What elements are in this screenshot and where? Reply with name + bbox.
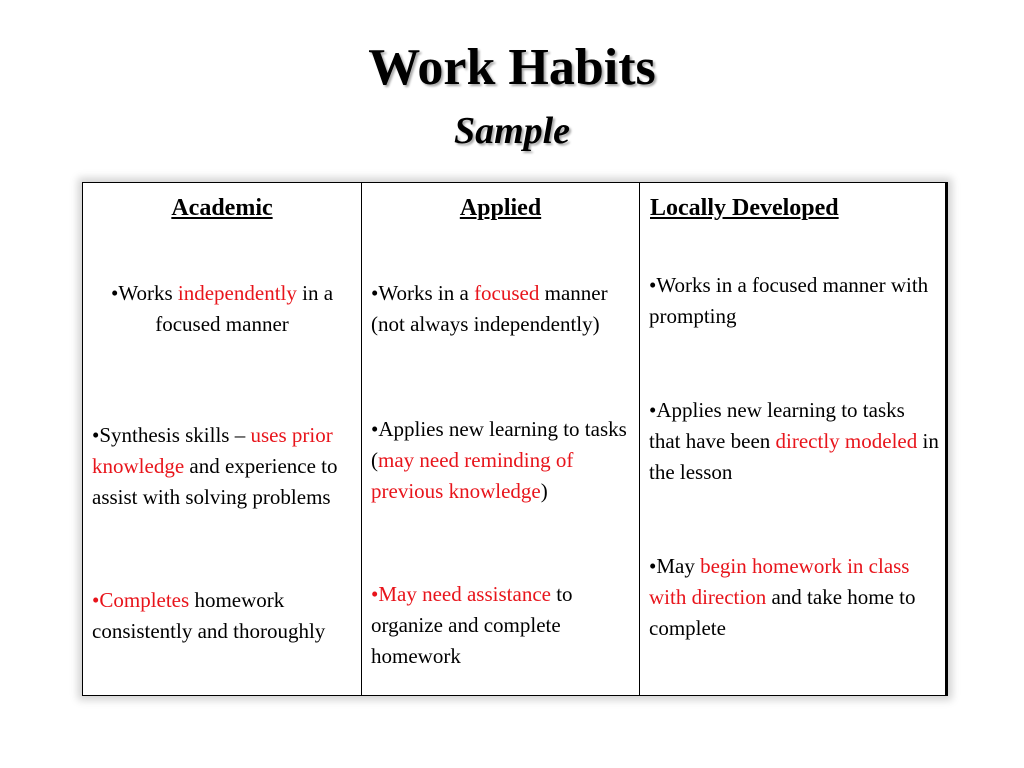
item-text: manner (not always independently): [371, 281, 608, 336]
list-item: [649, 395, 941, 488]
highlighted-text: may need reminding of previous knowledge: [371, 448, 574, 503]
list-item: [649, 270, 941, 332]
highlighted-text: •Completes: [92, 588, 190, 612]
list-item: [89, 278, 355, 340]
item-text: to organize and complete homework: [371, 582, 573, 668]
column-applied: [362, 183, 640, 695]
item-text: homework consistently and thoroughly: [92, 588, 326, 643]
slide-title: Work Habits: [368, 39, 656, 96]
slide-subtitle: Sample: [453, 110, 571, 152]
highlighted-text: uses prior knowledge: [92, 423, 333, 478]
item-text: in a focused manner: [155, 281, 334, 336]
column-heading: Applied: [459, 195, 542, 221]
list-item: [92, 420, 358, 513]
column-academic: [83, 183, 362, 695]
list-item: [371, 579, 633, 672]
item-text: •Works in a focused manner with prompting: [649, 273, 929, 328]
highlighted-text: focused: [474, 281, 540, 305]
column-heading: Academic: [171, 195, 273, 221]
list-item: [649, 551, 941, 644]
list-item: [92, 585, 358, 647]
item-text: •Works: [110, 281, 178, 305]
column-heading: Locally Developed: [650, 195, 839, 221]
item-text: ): [540, 479, 548, 503]
highlighted-text: begin homework in class with direction: [649, 554, 910, 609]
highlighted-text: •May need assistance: [371, 582, 551, 606]
item-text: •May: [649, 554, 701, 578]
item-text: and take home to complete: [649, 585, 916, 640]
list-item: [371, 414, 633, 507]
work-habits-table: [82, 182, 948, 696]
list-item: [371, 278, 633, 340]
item-text: •Works in a: [371, 281, 475, 305]
highlighted-text: independently: [177, 281, 297, 305]
highlighted-text: directly modeled: [775, 429, 918, 453]
item-text: in the lesson: [649, 429, 939, 484]
item-text: and experience to assist with solving problems: [92, 454, 338, 509]
item-text: •Applies new learning to tasks (: [371, 417, 627, 472]
column-locally-developed: [640, 183, 945, 695]
item-text: •Synthesis skills –: [92, 423, 251, 447]
item-text: •Applies new learning to tasks that have been: [649, 398, 905, 453]
